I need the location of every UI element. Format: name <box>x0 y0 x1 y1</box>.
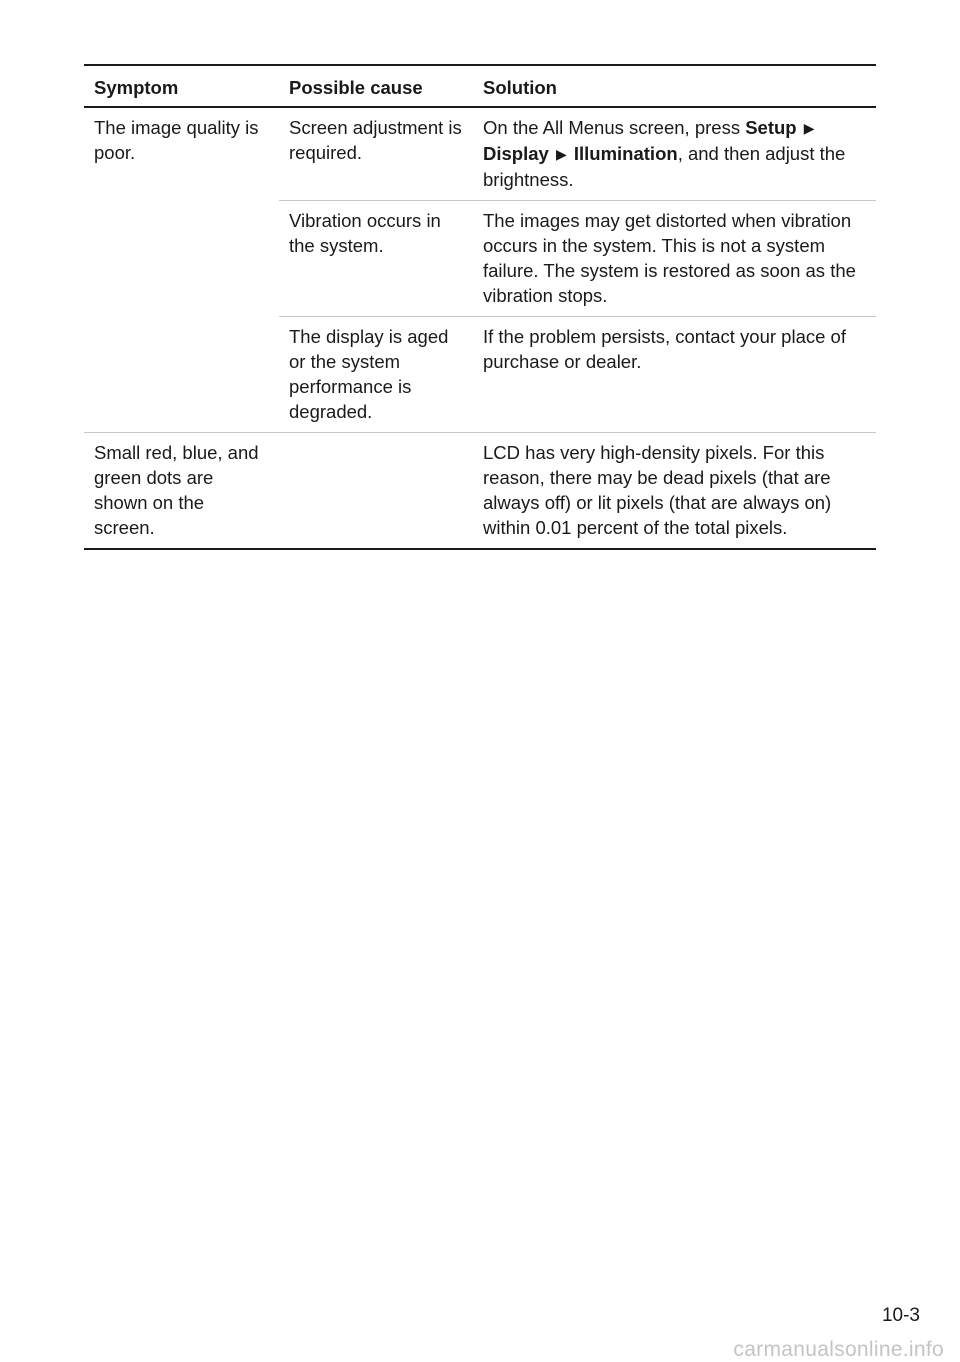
table-row <box>84 107 876 201</box>
cause-cell: The display is aged or the system performance is degraded. <box>279 317 473 433</box>
symptom-cell <box>84 107 279 433</box>
menu-illumination: Illumination <box>573 143 678 164</box>
solution-cell: The images may get distorted when vibration occurs in the system. This is not a system failure. The system is restored as soon as the vibration stops. <box>473 201 876 317</box>
cause-cell <box>279 433 473 550</box>
watermark: carmanualsonline.info <box>733 1338 944 1361</box>
solution-cell: If the problem persists, contact your place of purchase or dealer. <box>473 317 876 433</box>
header-symptom: Symptom <box>94 77 179 98</box>
solution-cell <box>473 107 876 201</box>
cause-cell: Vibration occurs in the system. <box>279 201 473 317</box>
solution-text-after: , and then adjust the brightness. <box>483 143 846 190</box>
header-solution: Solution <box>483 77 557 98</box>
arrow-right-icon: ▶ <box>555 146 567 162</box>
menu-setup: Setup <box>745 117 797 138</box>
cause-cell: Screen adjustment is required. <box>279 107 473 201</box>
symptom-cell: Small red, blue, and green dots are shown on the screen. <box>84 433 279 550</box>
menu-display: Display <box>483 143 549 164</box>
solution-text-before: On the All Menus screen, press <box>483 117 746 138</box>
page-number: 10-3 <box>881 1305 920 1326</box>
symptom-text: The image quality is poor. <box>94 117 259 163</box>
arrow-right-icon: ▶ <box>803 120 815 136</box>
troubleshooting-table <box>84 64 876 550</box>
table-row <box>84 433 876 550</box>
table-header-row <box>84 65 876 107</box>
solution-cell: LCD has very high-density pixels. For this reason, there may be dead pixels (that are always off) or lit pixels (that are always on) within 0.01 percent of the total pixels. <box>473 433 876 550</box>
header-possible-cause: Possible cause <box>289 77 423 98</box>
